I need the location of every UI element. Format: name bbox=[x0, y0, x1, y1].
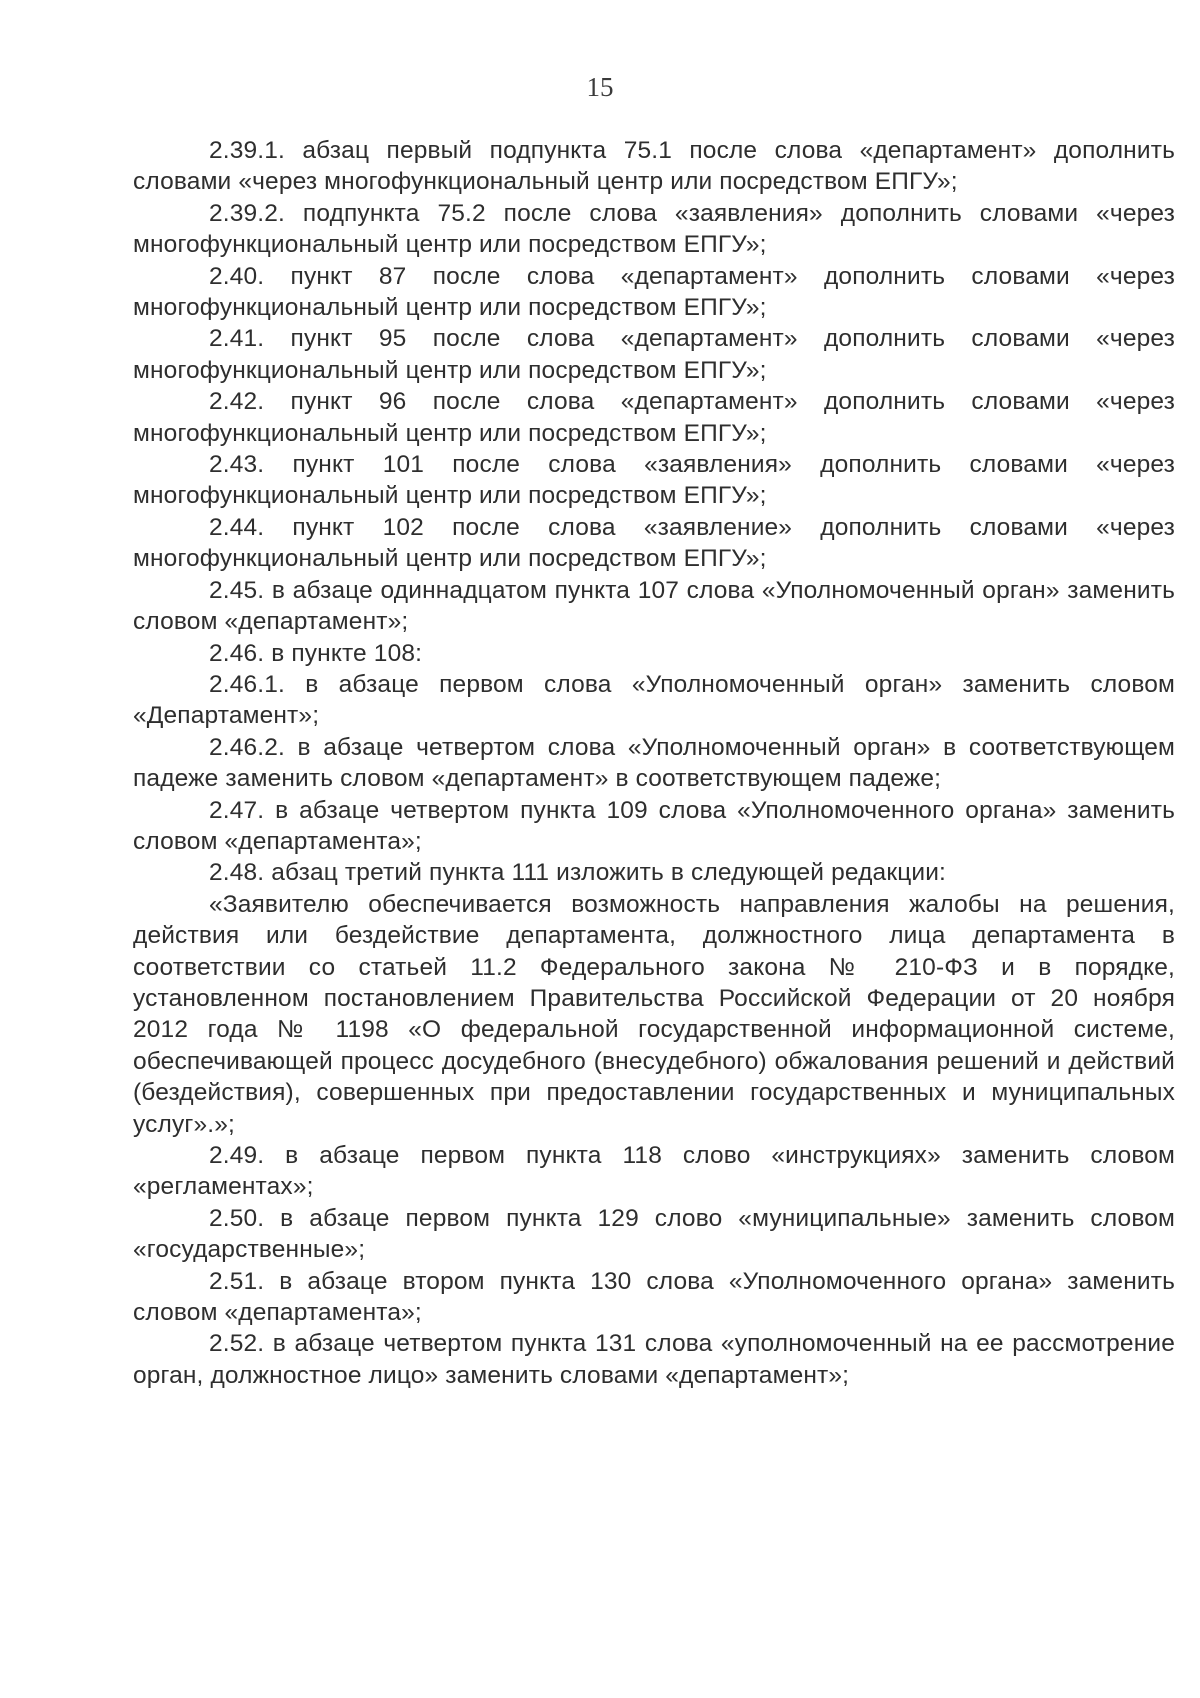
paragraph-2-46-1: 2.46.1. в абзаце первом слова «Уполномоченный орган» заменить словом «Департамент»; bbox=[133, 670, 1175, 730]
paragraph-2-45: 2.45. в абзаце одиннадцатом пункта 107 слова «Уполномоченный орган» заменить словом «департамент»; bbox=[133, 576, 1175, 636]
paragraph-quoted-text: «Заявителю обеспечивается возможность направления жалобы на решения, действия или бездействие департамента, должностного лица департамента в соответствии со статьей 11.2 Федерального закона № 210-ФЗ и в порядке, установленном постановлением Правительства Российской Федерации от 20 ноября 2012 года № 1198 «О федеральной государственной информационной системе, обеспечивающей процесс досудебного (внесудебного) обжалования решений и действий (бездействия), совершенных при предоставлении государственных и муниципальных услуг».»; bbox=[133, 890, 1175, 1138]
paragraph-2-39-1: 2.39.1. абзац первый подпункта 75.1 после слова «департамент» дополнить словами «через многофункциональный центр или посредством ЕПГУ»; bbox=[133, 137, 1175, 196]
paragraph-2-46: 2.46. в пункте 108: bbox=[209, 639, 423, 667]
paragraph-2-44: 2.44. пункт 102 после слова «заявление» дополнить словами «через многофункциональный центр или посредством ЕПГУ»; bbox=[133, 513, 1175, 573]
page-number: 15 bbox=[586, 72, 614, 102]
paragraph-2-42: 2.42. пункт 96 после слова «департамент» дополнить словами «через многофункциональный центр или посредством ЕПГУ»; bbox=[133, 388, 1175, 447]
paragraph-2-50: 2.50. в абзаце первом пункта 129 слово «муниципальные» заменить словом «государственные»; bbox=[133, 1204, 1175, 1264]
paragraph-2-52: 2.52. в абзаце четвертом пункта 131 слова «уполномоченный на ее рассмотрение орган, должностное лицо» заменить словами «департамент»; bbox=[133, 1330, 1175, 1389]
paragraph-2-39-2: 2.39.2. подпункта 75.2 после слова «заявления» дополнить словами «через многофункциональный центр или посредством ЕПГУ»; bbox=[133, 199, 1175, 259]
paragraph-2-41: 2.41. пункт 95 после слова «департамент» дополнить словами «через многофункциональный центр или посредством ЕПГУ»; bbox=[133, 325, 1175, 384]
document-body bbox=[133, 135, 1175, 1391]
paragraph-2-48: 2.48. абзац третий пункта 111 изложить в следующей редакции: bbox=[209, 859, 947, 887]
paragraph-2-49: 2.49. в абзаце первом пункта 118 слово «инструкциях» заменить словом «регламентах»; bbox=[133, 1142, 1175, 1201]
paragraph-2-40: 2.40. пункт 87 после слова «департамент» дополнить словами «через многофункциональный центр или посредством ЕПГУ»; bbox=[133, 262, 1175, 322]
paragraph-2-43: 2.43. пункт 101 после слова «заявления» дополнить словами «через многофункциональный центр или посредством ЕПГУ»; bbox=[133, 451, 1175, 510]
paragraph-2-46-2: 2.46.2. в абзаце четвертом слова «Уполномоченный орган» в соответствующем падеже заменить словом «департамент» в соответствующем падеже; bbox=[133, 733, 1175, 793]
paragraph-2-51: 2.51. в абзаце втором пункта 130 слова «Уполномоченного органа» заменить словом «департамента»; bbox=[133, 1267, 1175, 1327]
paragraph-2-47: 2.47. в абзаце четвертом пункта 109 слова «Уполномоченного органа» заменить словом «департамента»; bbox=[133, 796, 1175, 855]
